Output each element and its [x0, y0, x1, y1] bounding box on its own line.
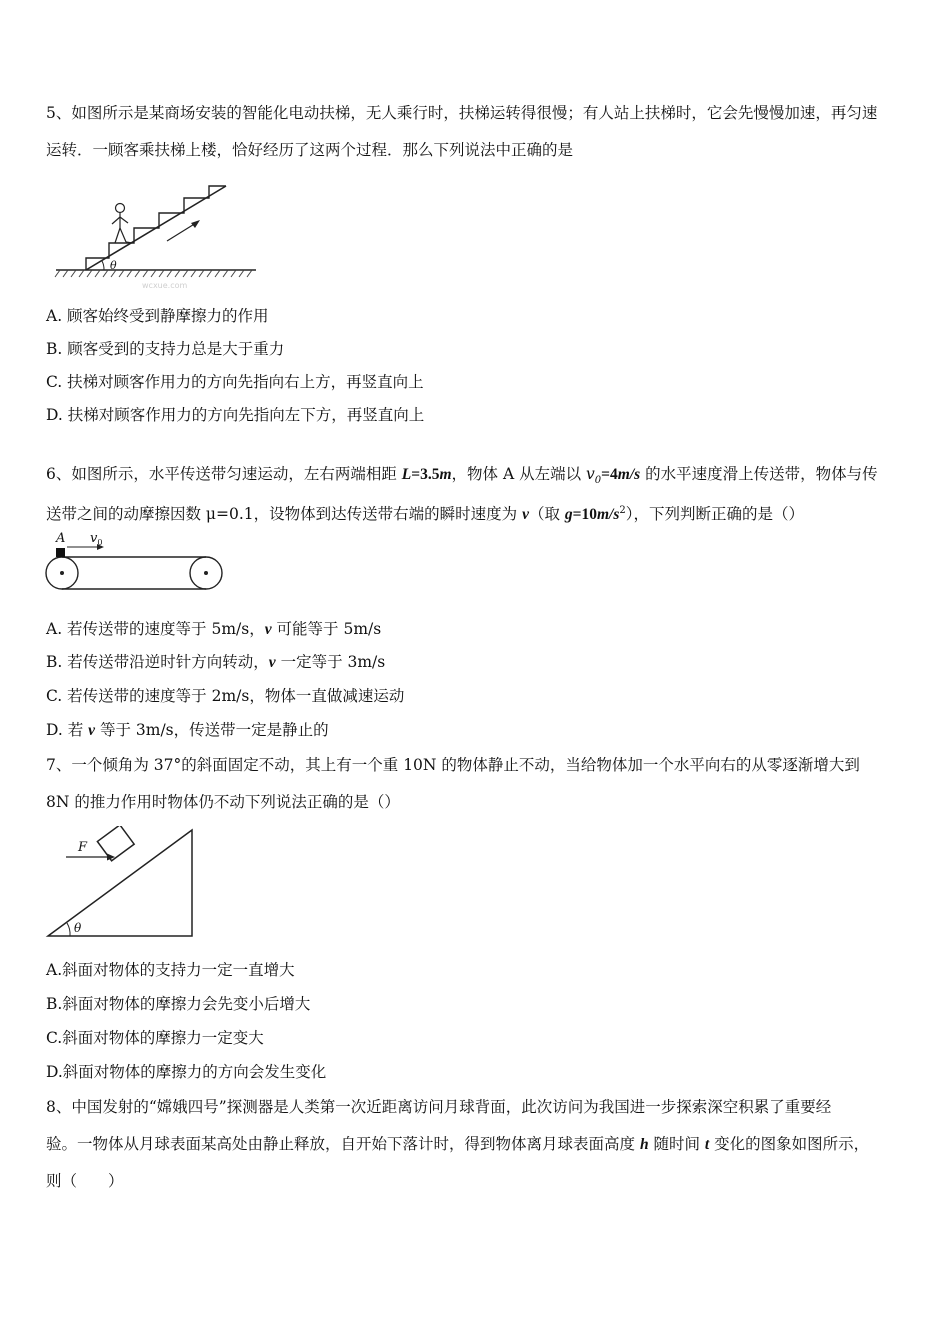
q7-option-a: A.斜面对物体的支持力一定一直增大 — [46, 961, 295, 979]
force-label: F — [78, 840, 88, 855]
q5-option-b: B. 顾客受到的支持力总是大于重力 — [46, 340, 285, 358]
q6-stem-line1: 6、如图所示，水平传送带匀速运动，左右两端相距 L=3.5m，物体 A 从左端以 $v_0=4m/s$ 的水平速度滑上传送带，物体与传 — [46, 465, 878, 487]
label-v0: $v_0$ — [90, 531, 103, 547]
q6-option-b: B. 若传送带沿逆时针方向转动，v 一定等于 3m/s — [46, 653, 386, 671]
escalator-angle-label: θ — [110, 259, 117, 272]
q7-stem-line2: 8N 的推力作用时物体仍不动下列说法正确的是（） — [46, 793, 400, 811]
q6-option-c: C. 若传送带的速度等于 2m/s，物体一直做减速运动 — [46, 687, 405, 705]
q7-option-d: D.斜面对物体的摩擦力的方向会发生变化 — [46, 1063, 327, 1081]
block-a — [56, 548, 65, 557]
q8-stem-line2: 验。一物体从月球表面某高处由静止释放，自开始下落计时，得到物体离月球表面高度 h 随时间 t 变化的图象如图所示， — [46, 1135, 870, 1153]
q5-stem-line1: 5、如图所示是某商场安装的智能化电动扶梯，无人乘行时，扶梯运转得很慢；有人站上扶梯时，它会先慢慢加速，再匀速 — [46, 104, 878, 122]
q5-stem-line2: 运转．一顾客乘扶梯上楼，恰好经历了这两个过程．那么下列说法中正确的是 — [46, 141, 574, 159]
q6-stem-line2: 送带之间的动摩擦因数 μ=0.1，设物体到达传送带右端的瞬时速度为 v（取 $g=10m/s^2$），下列判断正确的是（） — [46, 505, 805, 524]
label-a: A — [56, 531, 66, 546]
q6-option-a: A. 若传送带的速度等于 5m/s，v 可能等于 5m/s — [46, 620, 382, 638]
q5-option-d: D. 扶梯对顾客作用力的方向先指向左下方，再竖直向上 — [46, 406, 425, 424]
incline-angle-label: θ — [74, 921, 82, 935]
watermark: wcxue.com — [142, 281, 188, 290]
q8-stem-line3: 则（ ） — [46, 1172, 124, 1190]
q7-option-c: C.斜面对物体的摩擦力一定变大 — [46, 1029, 264, 1047]
conveyor-belt-figure — [42, 530, 226, 592]
block — [97, 826, 134, 861]
q6-option-d: D. 若 v 等于 3m/s，传送带一定是静止的 — [46, 721, 329, 739]
incline-figure — [44, 826, 200, 940]
q5-option-a: A. 顾客始终受到静摩擦力的作用 — [46, 307, 269, 325]
q7-stem-line1: 7、一个倾角为 37°的斜面固定不动，其上有一个重 10N 的物体静止不动，当给物体加一个水平向右的从零逐渐增大到 — [46, 756, 860, 774]
escalator-figure — [54, 180, 260, 292]
q7-option-b: B.斜面对物体的摩擦力会先变小后增大 — [46, 995, 311, 1013]
q8-stem-line1: 8、中国发射的“嫦娥四号”探测器是人类第一次近距离访问月球背面，此次访问为我国进一步探索深空积累了重要经 — [46, 1098, 832, 1116]
q5-option-c: C. 扶梯对顾客作用力的方向先指向右上方，再竖直向上 — [46, 373, 424, 391]
